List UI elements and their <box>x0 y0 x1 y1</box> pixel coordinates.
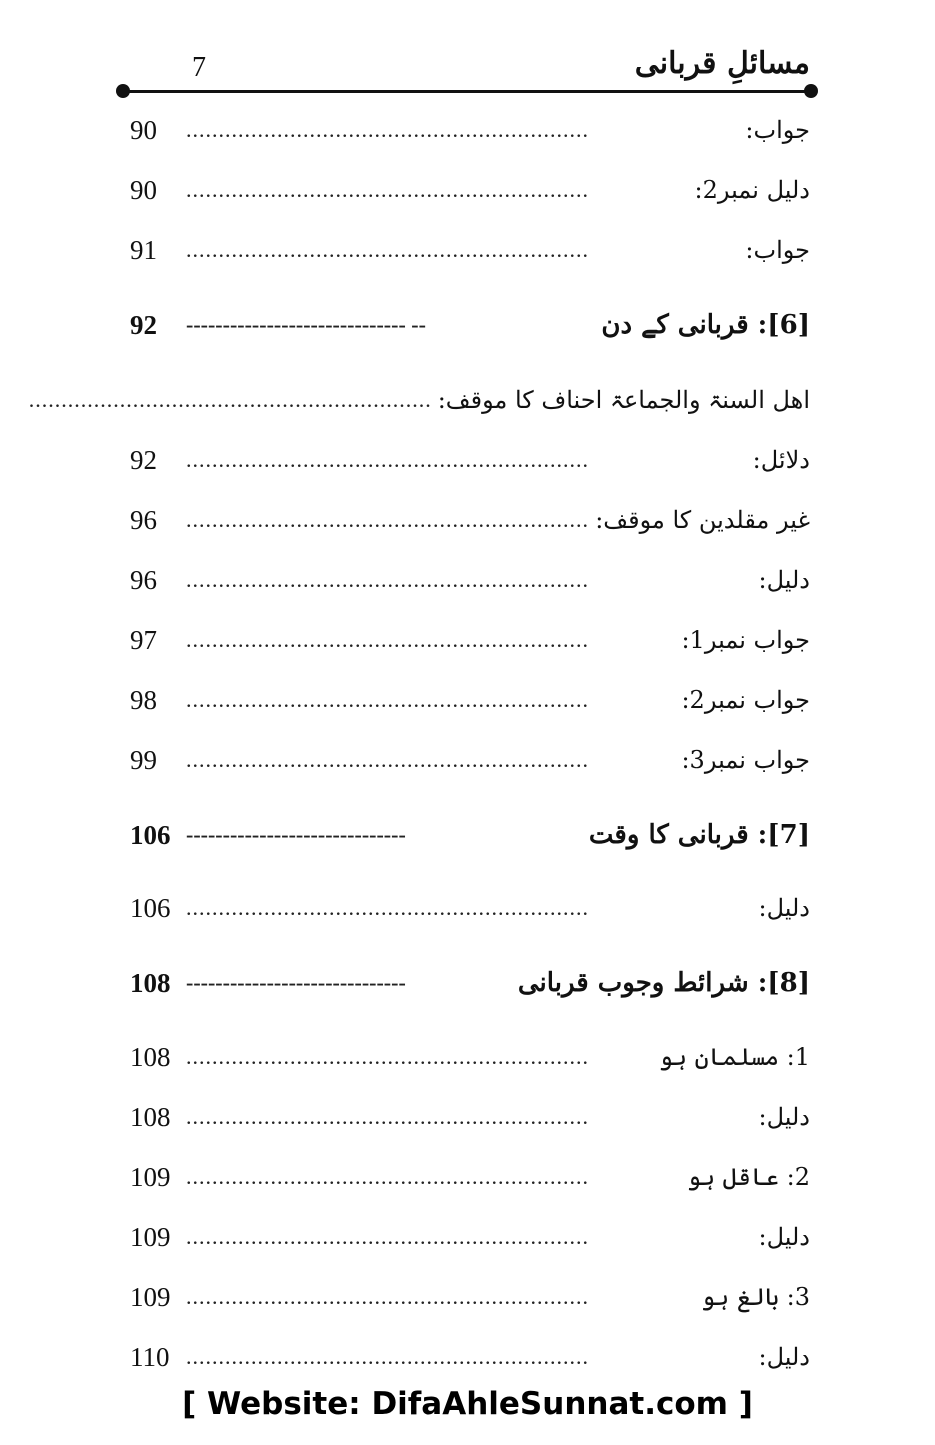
page-number: 7 <box>192 52 206 83</box>
toc-page-number: 91 <box>130 234 157 265</box>
toc-leader: .............................................................. <box>186 1104 589 1129</box>
toc-chapter-row <box>130 305 810 345</box>
toc-entry-row <box>130 1097 810 1137</box>
toc-label: دلائل: <box>752 446 810 474</box>
toc-page-number: 90 <box>130 114 157 145</box>
toc-label: غیر مقلدین کا موقف: <box>595 506 810 534</box>
toc-page-number: 109 <box>130 1161 171 1192</box>
book-title: مسائلِ قربانی <box>634 46 810 81</box>
toc-leader: .............................................................. <box>186 1344 589 1369</box>
toc-page-number: 106 <box>130 892 171 923</box>
toc-label: دلیل: <box>758 1103 810 1131</box>
toc-entry-row <box>130 1037 810 1077</box>
toc-label: [7]: قربانی کا وقت <box>588 820 810 850</box>
toc-leader: ------------------------------ -- <box>186 312 426 337</box>
toc-leader: .............................................................. <box>186 747 589 772</box>
toc-leader: .............................................................. <box>186 177 589 202</box>
toc-page-number: 108 <box>130 1041 171 1072</box>
toc-leader: .............................................................. <box>186 1284 589 1309</box>
toc-chapter-row <box>130 963 810 1003</box>
toc-label: جواب: <box>745 116 810 144</box>
toc-label: دلیل: <box>758 566 810 594</box>
website-footer: [ Website: DifaAhleSunnat.com ] <box>182 1386 753 1422</box>
toc-label: 3: بالغ ہو <box>701 1283 810 1311</box>
toc-entry-row <box>130 1157 810 1197</box>
toc-leader: .............................................................. <box>186 1164 589 1189</box>
toc-leader: .............................................................. <box>186 1044 589 1069</box>
toc-entry-row <box>130 560 810 600</box>
toc-label: جواب نمبر1: <box>681 626 810 654</box>
toc-label: دلیل: <box>758 894 810 922</box>
toc-leader: .............................................................. <box>186 627 589 652</box>
toc-label: 2: عاقل ہو <box>687 1163 810 1191</box>
toc-page-number <box>0 385 23 416</box>
toc-label: جواب نمبر2: <box>681 686 810 714</box>
toc-label: جواب نمبر3: <box>681 746 810 774</box>
toc-leader: ------------------------------ <box>186 970 406 995</box>
toc-leader: ------------------------------ <box>186 822 406 847</box>
toc-page-number: 106 <box>130 819 171 850</box>
toc-leader: .............................................................. <box>186 687 589 712</box>
toc-leader: .............................................................. <box>186 447 589 472</box>
toc-entry-row <box>130 1277 810 1317</box>
toc-entry-row <box>130 888 810 928</box>
toc-entry-row <box>130 680 810 720</box>
toc-page-number: 92 <box>130 309 157 340</box>
toc-page-number: 96 <box>130 504 157 535</box>
toc-label: دلیل: <box>758 1223 810 1251</box>
toc-page-number: 92 <box>130 444 157 475</box>
toc-page-number: 108 <box>130 1101 171 1132</box>
toc-entry-row <box>130 230 810 270</box>
toc-leader: .............................................................. <box>186 567 589 592</box>
toc-leader: .............................................................. <box>186 507 589 532</box>
toc-leader: .............................................................. <box>28 387 432 412</box>
toc-label: 1: مسلمان ہو <box>658 1043 810 1071</box>
toc-page-number: 96 <box>130 564 157 595</box>
toc-label: دلیل: <box>758 1343 810 1371</box>
toc-chapter-row <box>130 815 810 855</box>
toc-entry-row <box>130 620 810 660</box>
toc-entry-row <box>130 1337 810 1377</box>
toc-entry-row <box>130 110 810 150</box>
toc-label: جواب: <box>745 236 810 264</box>
toc-entry-row <box>130 740 810 780</box>
toc-entry-row <box>130 500 810 540</box>
toc-page-number: 97 <box>130 624 157 655</box>
toc-leader: .............................................................. <box>186 117 589 142</box>
toc-entry-row <box>130 170 810 210</box>
toc-label: اھل السنۃ والجماعۃ احناف کا موقف: <box>437 386 810 414</box>
toc-page-number: 98 <box>130 684 157 715</box>
toc-leader: .............................................................. <box>186 237 589 262</box>
toc-page-number: 90 <box>130 174 157 205</box>
toc-page-number: 109 <box>130 1281 171 1312</box>
toc-entry-row <box>28 380 810 420</box>
toc-page-number: 109 <box>130 1221 171 1252</box>
toc-page-number: 110 <box>130 1341 170 1372</box>
toc-entry-row <box>130 440 810 480</box>
toc-page-number: 108 <box>130 967 171 998</box>
toc-leader: .............................................................. <box>186 895 589 920</box>
toc-leader: .............................................................. <box>186 1224 589 1249</box>
toc-label: [6]: قربانی کے دن <box>601 310 810 340</box>
toc-label: دلیل نمبر2: <box>694 176 810 204</box>
toc-page-number: 99 <box>130 744 157 775</box>
toc-entry-row <box>130 1217 810 1257</box>
toc-label: [8]: شرائط وجوب قربانی <box>517 968 810 998</box>
